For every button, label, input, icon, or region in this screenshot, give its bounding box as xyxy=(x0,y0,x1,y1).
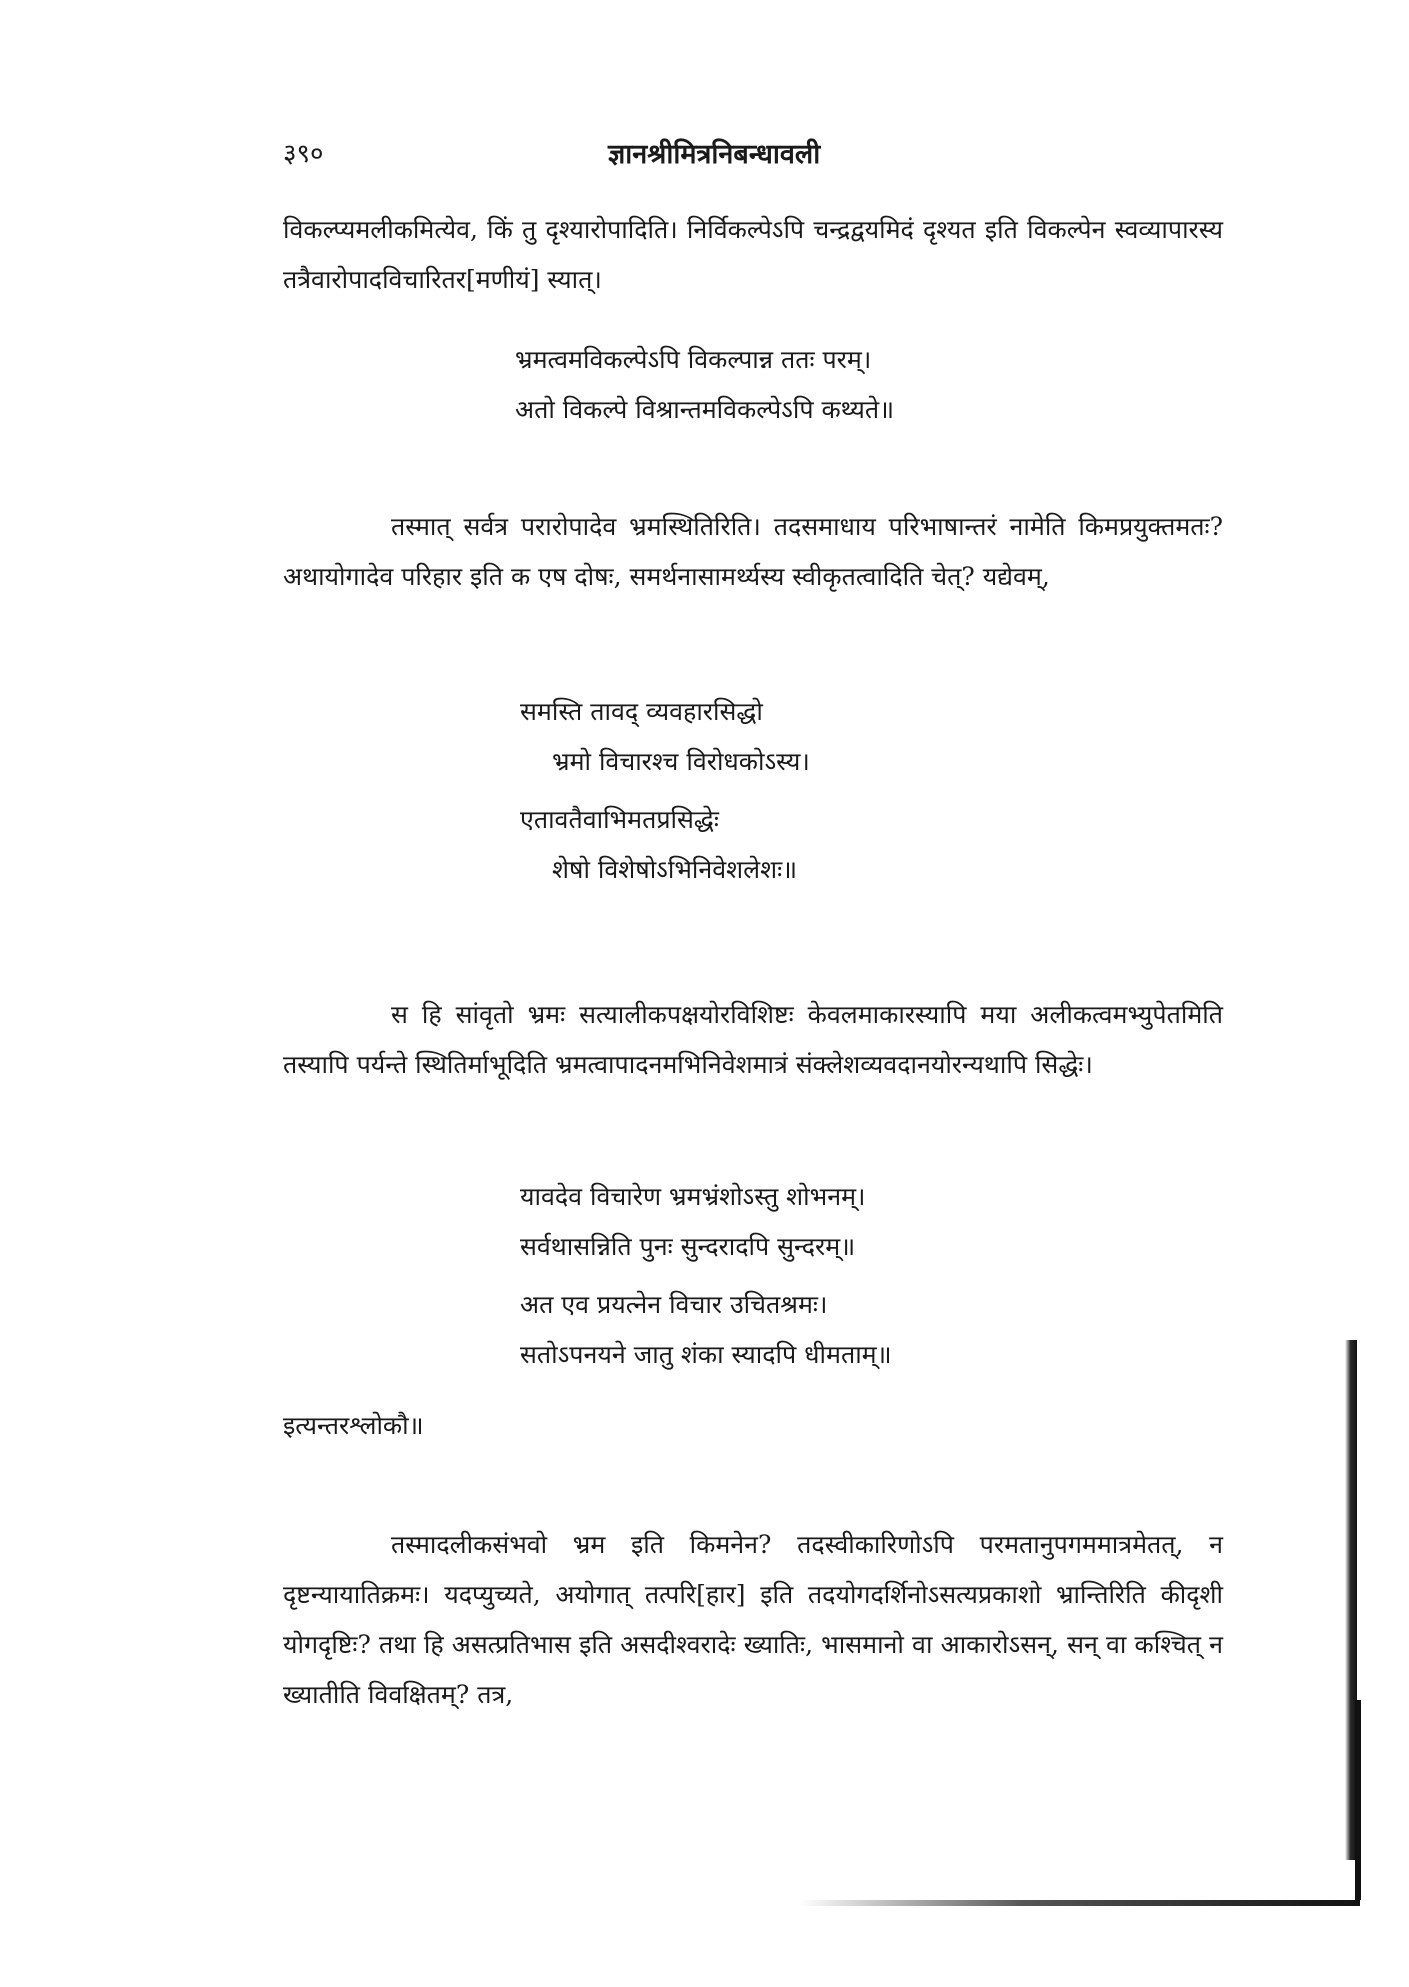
paragraph-4: तस्मादलीकसंभवो भ्रम इति किमनेन? तदस्वीकारिणोऽपि परमतानुपगममात्रमेतत्, न दृष्टन्यायातिक्रमः। यदप्युच्यते, अयोगात् तत्परि[हार] इति तदयोगदर्शिनोऽसत्यप्रकाशो भ्रान्तिरिति कीदृशी योगदृष्टिः? तथा हि असत्प्रतिभास इति असदीश्वरादेः ख्यातिः, भासमानो वा आकारोऽसन्, सन् वा कश्चित् न ख्यातीति विवक्षितम्? तत्र, xyxy=(283,1530,1223,1709)
verse-line: भ्रमो विचारश्च विरोधकोऽस्य। xyxy=(552,747,810,776)
running-title: ज्ञानश्रीमित्रनिबन्धावली xyxy=(608,139,821,170)
verse-2 xyxy=(520,687,810,895)
verse-line: भ्रमत्वमविकल्पेऽपि विकल्पान्न ततः परम्। xyxy=(515,345,872,374)
page-number: ३९० xyxy=(283,139,324,169)
paragraph-3: स हि सांवृतो भ्रमः सत्यालीकपक्षयोरविशिष्टः केवलमाकारस्यापि मया अलीकत्वमभ्युपेतमिति तस्यापि पर्यन्ते स्थितिर्माभूदिति भ्रमत्वापादनमभिनिवेशमात्रं संक्लेशव्यवदानयोरन्यथापि सिद्धेः। xyxy=(283,1000,1223,1079)
verse-line: सतोऽपनयने जातु शंका स्यादपि धीमताम्॥ xyxy=(520,1340,892,1369)
verse-line: यावदेव विचारेण भ्रमभ्रंशोऽस्तु शोभनम्। xyxy=(520,1182,866,1211)
scan-shadow-bottom xyxy=(800,1900,1360,1906)
verse-line: समस्ति तावद् व्यवहारसिद्धो xyxy=(520,697,763,726)
paragraph-2: तस्मात् सर्वत्र परारोपादेव भ्रमस्थितिरिति। तदसमाधाय परिभाषान्तरं नामेति किमप्रयुक्तमतः? अथायोगादेव परिहार इति क एष दोषः, समर्थनासामर्थ्यस्य स्वीकृतत्वादिति चेत्? यद्येवम्, xyxy=(283,512,1223,591)
verse-line: एतावतैवाभिमतप्रसिद्धेः xyxy=(520,805,719,834)
verse-line: अत एव प्रयत्नेन विचार उचितश्रमः। xyxy=(520,1290,828,1319)
page-header xyxy=(283,134,1223,178)
verse-1 xyxy=(515,335,894,435)
verse-line: शेषो विशेषोऽभिनिवेशलेशः॥ xyxy=(552,855,798,884)
verse-line: सर्वथासन्निति पुनः सुन्दरादपि सुन्दरम्॥ xyxy=(520,1232,856,1261)
verse-3 xyxy=(520,1172,892,1380)
paragraph-1: विकल्प्यमलीकमित्येव, किं तु दृश्यारोपादिति। निर्विकल्पेऽपि चन्द्रद्वयमिदं दृश्यत इति विकल्पेन स्वव्यापारस्य तत्रैवारोपादविचारितर[मणीयं] स्यात्। xyxy=(283,215,1223,294)
verse-line: अतो विकल्पे विश्रान्तमविकल्पेऽपि कथ्यते॥ xyxy=(515,395,895,424)
antarashloka-closing: इत्यन्तरश्लोकौ॥ xyxy=(283,1411,424,1440)
scan-shadow-right-dark xyxy=(1355,1700,1361,1900)
